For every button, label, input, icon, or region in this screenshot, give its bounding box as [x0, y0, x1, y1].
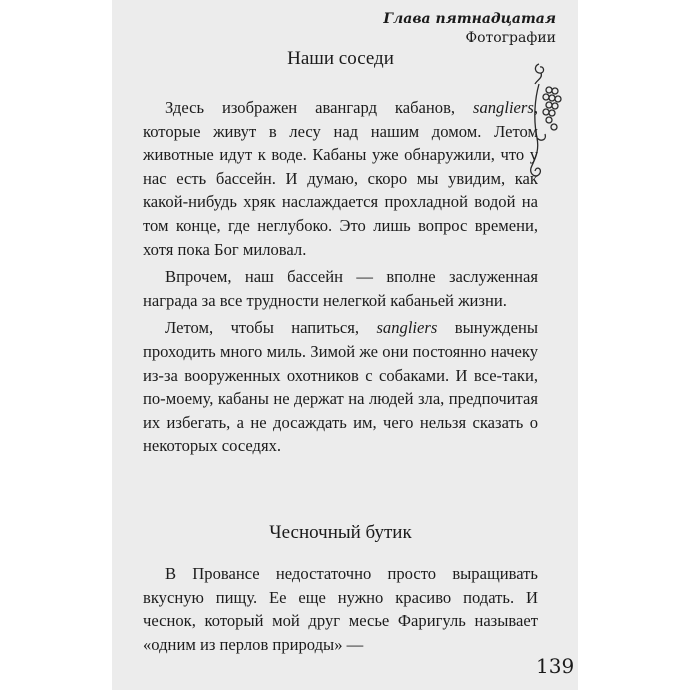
italic-text-run: sangliers — [472, 98, 534, 117]
text-run: Здесь изображен авангард кабанов, — [165, 98, 473, 117]
paragraph — [143, 265, 538, 312]
section-body — [143, 96, 538, 458]
page-number: 139 — [536, 654, 575, 678]
text-run: Впрочем, наш бассейн — вполне заслуженная награда за все трудности нелегкой кабаньей жизни. — [143, 267, 538, 310]
paragraph — [143, 316, 538, 458]
text-run: Летом, чтобы напиться, — [165, 318, 377, 338]
paragraph — [143, 562, 538, 656]
chapter-title: Глава пятнадцатая — [383, 11, 556, 27]
section-heading — [143, 48, 538, 70]
text-run: вынуждены проходить много миль. Зимой же они постоянно начеку из-за вооруженных охотников с собаками. И все-таки, по-моему, кабаны не держат на людей зла, предпочитая их избегать, а не досаждать им, чего нельзя сказать о некоторых соседях. — [143, 318, 538, 456]
paragraph — [143, 96, 538, 261]
section-heading-text: Наши соседи — [287, 48, 394, 69]
italic-text-run: sangliers — [376, 318, 438, 338]
section-heading-text: Чесночный бутик — [269, 522, 412, 543]
section-title: Фотографии — [465, 30, 556, 46]
running-header — [383, 10, 556, 48]
text-run: В Провансе недостаточно просто выращивать вкусную пищу. Ее еще нужно красиво подать. И чеснок, который мой друг месье Фаригуль называет «одним из перлов природы» — — [143, 564, 538, 654]
text-run: , которые живут в лесу над нашим домом. Летом животные идут к воде. Кабаны уже обнаружили, что у нас есть бассейн. И думаю, скоро мы увидим, как какой-нибудь хряк наслаждается прохладной водой на том конце, где неглубоко. Это лишь вопрос времени, хотя пока Бог миловал. — [143, 98, 538, 259]
section-body — [143, 562, 538, 656]
section-heading — [143, 522, 538, 544]
